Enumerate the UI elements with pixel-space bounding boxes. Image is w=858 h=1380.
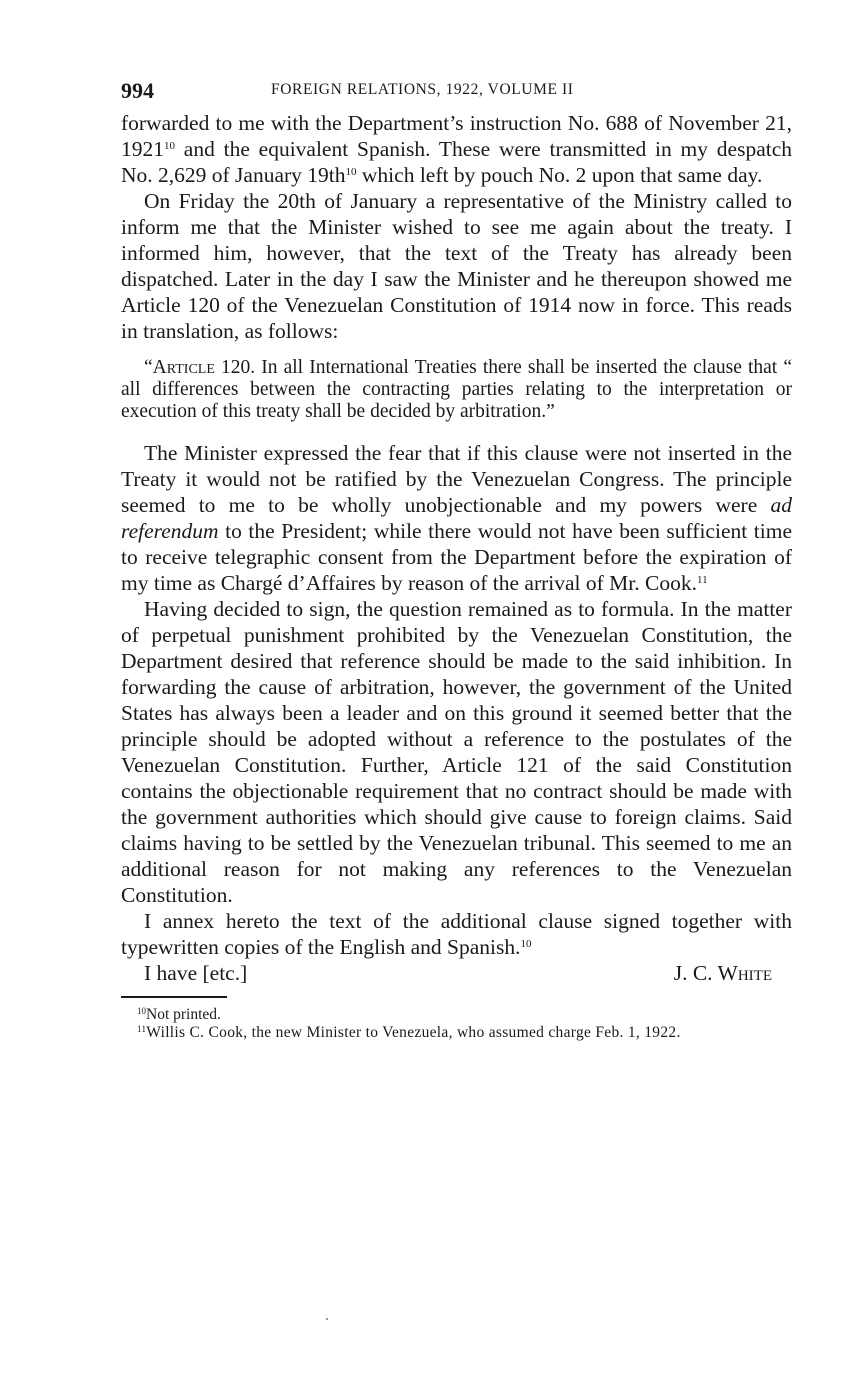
- paragraph-text: to the President; while there would not have been sufficient time to receive telegraphic consent from the Department before the expiration of my time as Chargé d’Affaires by reason of the arrival of Mr. Cook.: [121, 519, 792, 595]
- footnote-divider: [121, 996, 227, 998]
- footnote-ref: 11: [696, 574, 708, 586]
- article-label: Article: [152, 357, 215, 378]
- closing-line: [121, 960, 792, 990]
- footnote-10: [121, 1006, 792, 1024]
- signature-initials: J. C. W: [673, 961, 738, 985]
- paragraph-text: and the equivalent Spanish. These were transmitted in my despatch No. 2,629 of January 19th: [121, 137, 792, 187]
- signature: [674, 960, 772, 986]
- signature-surname: hite: [737, 961, 772, 985]
- italic-phrase: ad referendum: [121, 493, 792, 543]
- paragraph-text: I annex hereto the text of the additional clause signed together with typewritten copies of the English and Spanish.: [121, 909, 792, 959]
- paragraph-annex: [121, 908, 792, 960]
- paragraph-ratification: [121, 440, 792, 596]
- block-quote-article-120: [121, 357, 792, 423]
- footnote-marker: 11: [137, 1024, 147, 1034]
- paragraph-ministry-visit: On Friday the 20th of January a representative of the Ministry called to inform me that the Minister wished to see me again about the treaty. I informed him, however, that the text of the Treaty has already been dispatched. Later in the day I saw the Minister and he thereupon showed me Article 120 of the Venezuelan Constitution of 1914 now in force. This reads in translation, as follows:: [121, 189, 792, 343]
- quote-open-mark: “: [144, 357, 153, 378]
- page-number: 994: [121, 78, 154, 103]
- paragraph-formula: Having decided to sign, the question remained as to formula. In the matter of perpetual punishment prohibited by the Venezuelan Constitution, the Department desired that reference should be made to the said inhibition. In forwarding the cause of arbitration, however, the government of the United States has always been a leader and on this ground it seemed better that the principle should be adopted without a reference to the postulates of the Venezuelan Constitution. Further, Article 121 of the said Constitution contains the objectionable requirement that no contract should be made with the government authorities which should give cause to foreign claims. Said claims having to be settled by the Venezuelan tribunal. This seemed to me an additional reason for not making any references to the Venezuelan Constitution.: [121, 597, 792, 907]
- paragraph-text: forwarded to me with the Department’s instruction No. 688 of November 21, 1921: [121, 111, 792, 161]
- footnote-ref: 10: [520, 938, 532, 950]
- quote-text: 120. In all International Treaties there shall be inserted the clause that “ all differences between the contracting parties relating to the interpretation or execution of this treaty shall be decided by arbitration.”: [121, 357, 792, 422]
- paragraph-continued: [121, 110, 792, 188]
- footnote-text: Not printed.: [146, 1006, 221, 1023]
- paragraph-text: The Minister expressed the fear that if this clause were not inserted in the Treaty it would not be ratified by the Venezuelan Congress. The principle seemed to me to be wholly unobjectionable and my powers were: [121, 441, 792, 517]
- footnotes: [121, 1006, 792, 1042]
- footnote-marker: 10: [137, 1006, 146, 1016]
- footnote-11: [121, 1024, 792, 1042]
- running-title: FOREIGN RELATIONS, 1922, VOLUME II: [271, 81, 574, 98]
- closing-formula: I have [etc.]: [144, 961, 248, 985]
- paragraph-text: which left by pouch No. 2 upon that same day.: [356, 163, 763, 187]
- running-head: [121, 78, 792, 110]
- page-content: [121, 78, 792, 1042]
- footnote-ref: 10: [345, 166, 357, 178]
- footnote-ref: 10: [164, 140, 175, 152]
- footnote-text: Willis C. Cook, the new Minister to Venezuela, who assumed charge Feb. 1, 1922.: [146, 1024, 681, 1041]
- body-text: [121, 110, 792, 344]
- body-text-continued: [121, 440, 792, 960]
- page-mark: [326, 1318, 328, 1320]
